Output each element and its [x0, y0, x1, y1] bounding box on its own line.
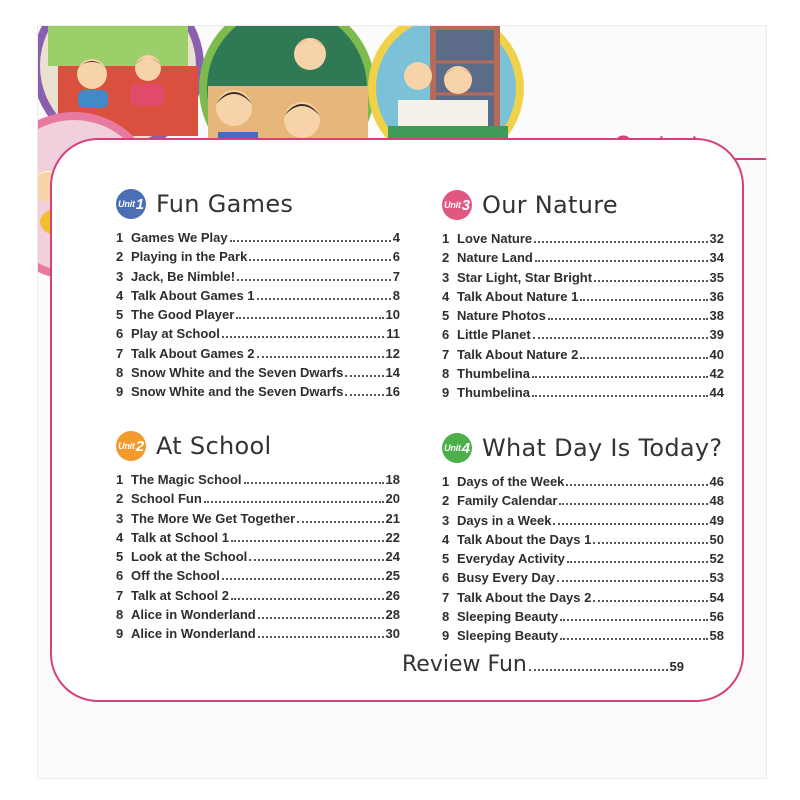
toc-item[interactable]: 5 Look at the School 24 — [116, 549, 400, 565]
toc-item[interactable]: 2 School Fun 20 — [116, 491, 400, 507]
toc-item[interactable]: 6 Play at School 11 — [116, 326, 400, 342]
unit-badge: Unit 1 — [116, 189, 146, 219]
review-fun-entry[interactable] — [402, 652, 684, 677]
toc-item[interactable]: 4 Talk About the Days 1 50 — [442, 531, 724, 547]
unit-badge: Unit 2 — [116, 431, 146, 461]
toc-item[interactable]: 6 Busy Every Day 53 — [442, 570, 724, 586]
toc-item[interactable]: 1 Games We Play 4 — [116, 230, 400, 245]
toc-item[interactable]: 7 Talk About Games 2 12 — [116, 345, 400, 361]
unit-header — [116, 430, 400, 462]
toc-item[interactable]: 9 Sleeping Beauty 58 — [442, 628, 724, 644]
toc-item[interactable]: 9 Thumbelina 44 — [442, 385, 724, 401]
unit-3-section — [442, 189, 724, 405]
toc-item[interactable]: 7 Talk About the Days 2 54 — [442, 589, 724, 605]
toc-item[interactable]: 9 Snow White and the Seven Dwarfs 16 — [116, 384, 400, 400]
review-page: 59 — [669, 659, 684, 674]
toc-item[interactable]: 9 Alice in Wonderland 30 — [116, 626, 400, 642]
unit-2-section — [116, 430, 400, 646]
toc-item[interactable]: 1 Days of the Week 46 — [442, 474, 724, 489]
toc-item[interactable]: 7 Talk at School 2 26 — [116, 587, 400, 603]
unit-1-section — [116, 188, 400, 404]
toc-item[interactable]: 7 Talk About Nature 2 40 — [442, 346, 724, 362]
unit-header — [442, 432, 724, 464]
unit-badge: Unit 3 — [442, 190, 472, 220]
toc-item[interactable]: 3 Jack, Be Nimble! 7 — [116, 268, 400, 284]
toc-item[interactable]: 8 Snow White and the Seven Dwarfs 14 — [116, 365, 400, 381]
unit-title: Our Nature — [482, 191, 618, 219]
toc-item[interactable]: 4 Talk About Games 1 8 — [116, 287, 400, 303]
toc-list — [116, 472, 400, 646]
toc-item[interactable]: 4 Talk at School 1 22 — [116, 529, 400, 545]
toc-item[interactable]: 5 Nature Photos 38 — [442, 308, 724, 324]
review-label: Review Fun — [402, 652, 527, 677]
toc-item[interactable]: 6 Off the School 25 — [116, 568, 400, 584]
toc-item[interactable]: 5 Everyday Activity 52 — [442, 551, 724, 567]
toc-item[interactable]: 5 The Good Player 10 — [116, 307, 400, 323]
toc-list — [442, 474, 724, 648]
unit-title: At School — [156, 432, 272, 460]
unit-header — [116, 188, 400, 220]
unit-4-section — [442, 432, 724, 648]
toc-item[interactable]: 8 Alice in Wonderland 28 — [116, 607, 400, 623]
unit-header — [442, 189, 724, 221]
toc-item[interactable]: 2 Playing in the Park 6 — [116, 249, 400, 265]
toc-item[interactable]: 6 Little Planet 39 — [442, 327, 724, 343]
toc-item[interactable]: 8 Thumbelina 42 — [442, 366, 724, 382]
unit-title: What Day Is Today? — [482, 434, 723, 462]
unit-badge: Unit 4 — [442, 433, 472, 463]
toc-list — [116, 230, 400, 404]
toc-item[interactable]: 3 Star Light, Star Bright 35 — [442, 269, 724, 285]
toc-item[interactable]: 2 Family Calendar 48 — [442, 493, 724, 509]
toc-item[interactable]: 2 Nature Land 34 — [442, 250, 724, 266]
toc-item[interactable]: 1 Love Nature 32 — [442, 231, 724, 246]
toc-item[interactable]: 1 The Magic School 18 — [116, 472, 400, 487]
toc-item[interactable]: 4 Talk About Nature 1 36 — [442, 288, 724, 304]
toc-item[interactable]: 3 Days in a Week 49 — [442, 512, 724, 528]
unit-title: Fun Games — [156, 190, 294, 218]
toc-item[interactable]: 3 The More We Get Together 21 — [116, 510, 400, 526]
toc-list — [442, 231, 724, 405]
toc-item[interactable]: 8 Sleeping Beauty 56 — [442, 609, 724, 625]
